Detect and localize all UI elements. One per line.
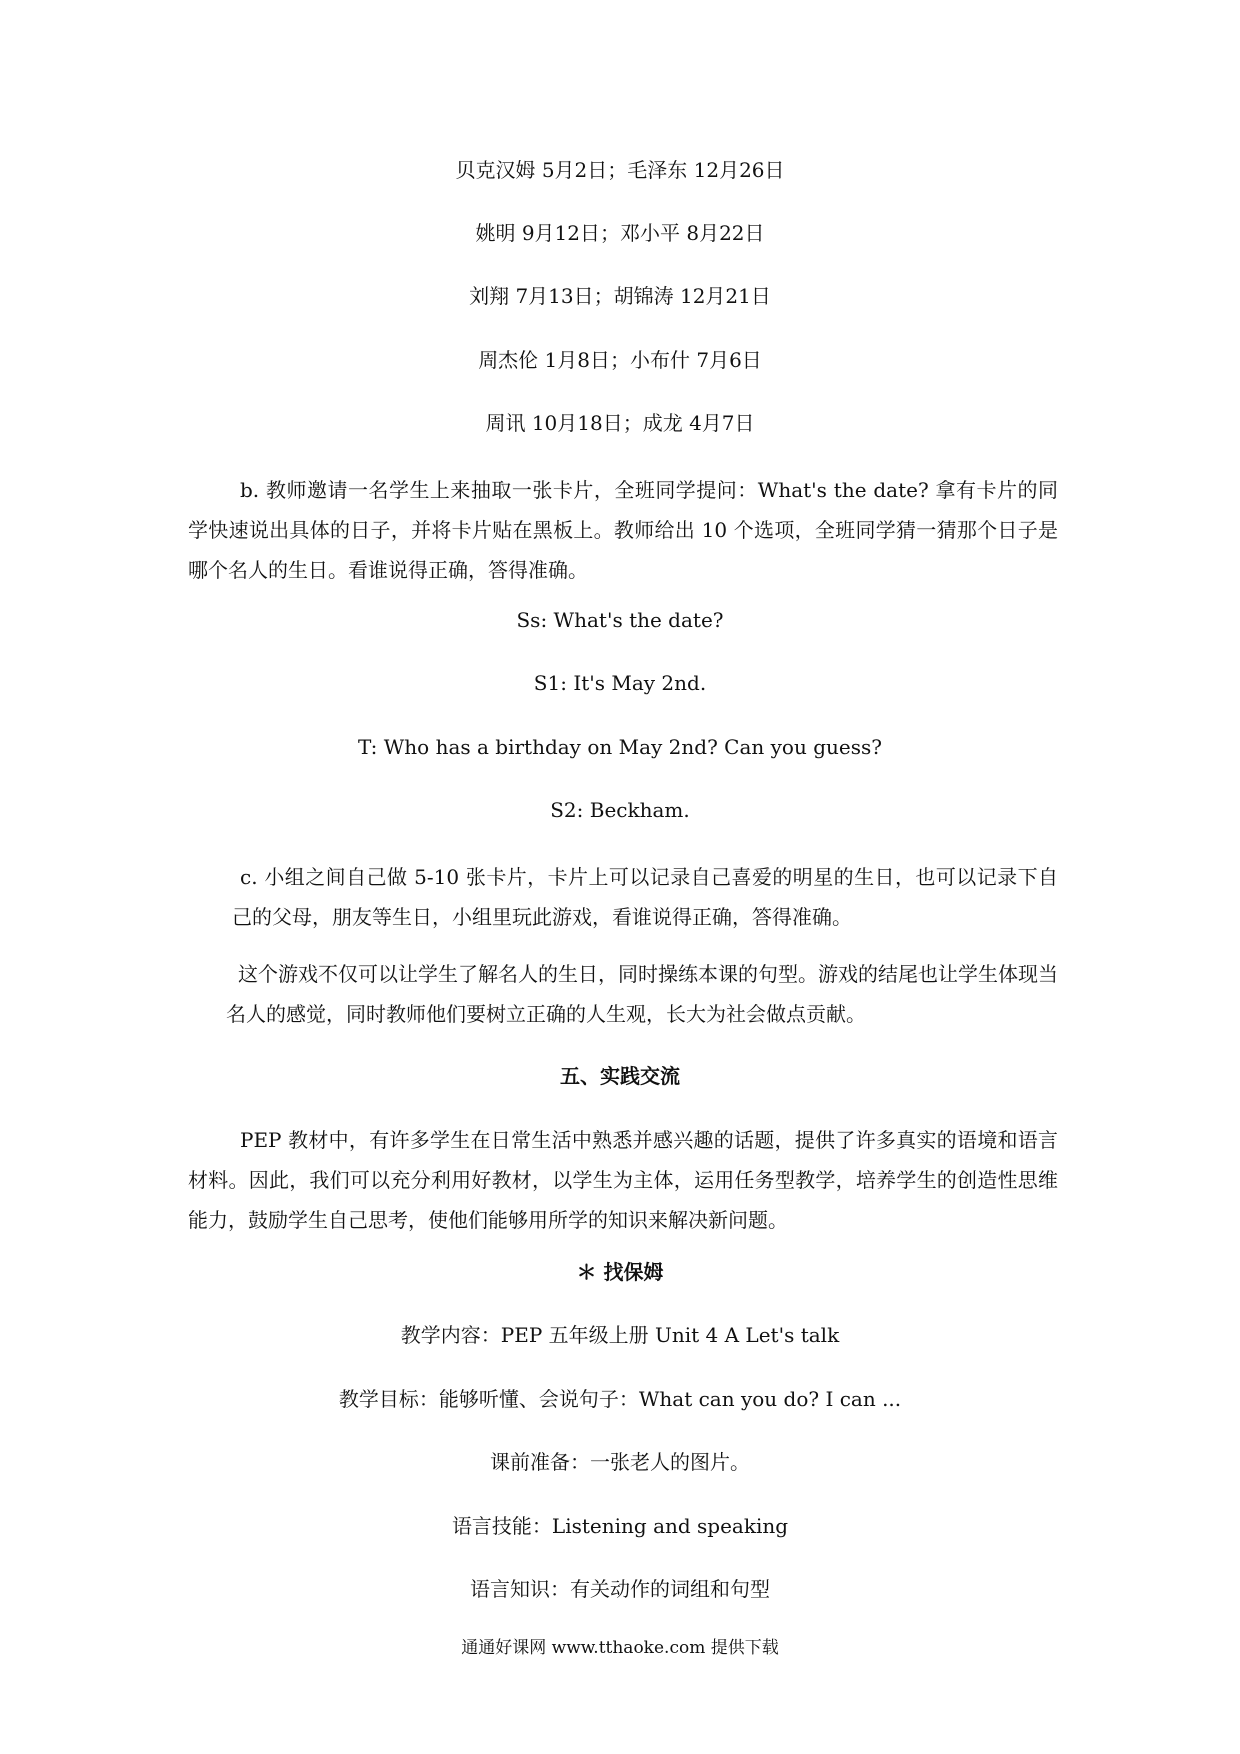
section-intro-paragraph: PEP 教材中，有许多学生在日常生活中熟悉并感兴趣的话题，提供了许多真实的语境和语言材料。因此，我们可以充分利用好教材，以学生为主体，运用任务型教学，培养学生的创造性思维能力，鼓励学生自己思考，使他们能够用所学的知识来解决新问题。 bbox=[188, 1128, 1058, 1232]
birthday-line: 贝克汉姆 5月2日；毛泽东 12月26日 bbox=[455, 158, 785, 182]
summary-paragraph: 这个游戏不仅可以让学生了解名人的生日，同时操练本课的句型。游戏的结尾也让学生体现当名人的感觉，同时教师他们要树立正确的人生观，长大为社会做点贡献。 bbox=[226, 962, 1058, 1026]
activity-detail-line: 教学目标：能够听懂、会说句子：What can you do? I can ... bbox=[338, 1387, 902, 1411]
activity-detail-line: 课前准备：一张老人的图片。 bbox=[490, 1450, 750, 1474]
step-c-paragraph: c. 小组之间自己做 5-10 张卡片，卡片上可以记录自己喜爱的明星的生日，也可以记录下自己的父母，朋友等生日，小组里玩此游戏，看谁说得正确，答得准确。 bbox=[232, 865, 1058, 929]
birthday-line: 周讯 10月18日；成龙 4月7日 bbox=[485, 411, 755, 435]
dialogue-line: T: Who has a birthday on May 2nd? Can you guess? bbox=[358, 735, 882, 759]
birthday-line: 刘翔 7月13日；胡锦涛 12月21日 bbox=[469, 284, 771, 308]
dialogue-line: S1: It's May 2nd. bbox=[533, 671, 707, 695]
step-b-paragraph: b. 教师邀请一名学生上来抽取一张卡片，全班同学提问：What's the date? 拿有卡片的同学快速说出具体的日子，并将卡片贴在黑板上。教师给出 10 个选项，全班同学猜一猜那个日子是哪个名人的生日。看谁说得正确，答得准确。 bbox=[188, 478, 1058, 582]
activity-detail-line: 语言知识：有关动作的词组和句型 bbox=[470, 1577, 770, 1601]
activity-detail-line: 教学内容：PEP 五年级上册 Unit 4 A Let's talk bbox=[400, 1323, 840, 1347]
dialogue-line: Ss: What's the date? bbox=[516, 608, 724, 632]
dialogue-line: S2: Beckham. bbox=[550, 798, 690, 822]
activity-detail-line: 语言技能：Listening and speaking bbox=[451, 1514, 789, 1538]
birthday-line: 姚明 9月12日；邓小平 8月22日 bbox=[475, 221, 765, 245]
page-footer: 通通好课网 www.tthaoke.com 提供下载 bbox=[461, 1638, 779, 1658]
activity-title: ＊ 找保姆 bbox=[576, 1260, 664, 1284]
birthday-line: 周杰伦 1月8日；小布什 7月6日 bbox=[478, 348, 762, 372]
section-title: 五、实践交流 bbox=[560, 1064, 680, 1088]
